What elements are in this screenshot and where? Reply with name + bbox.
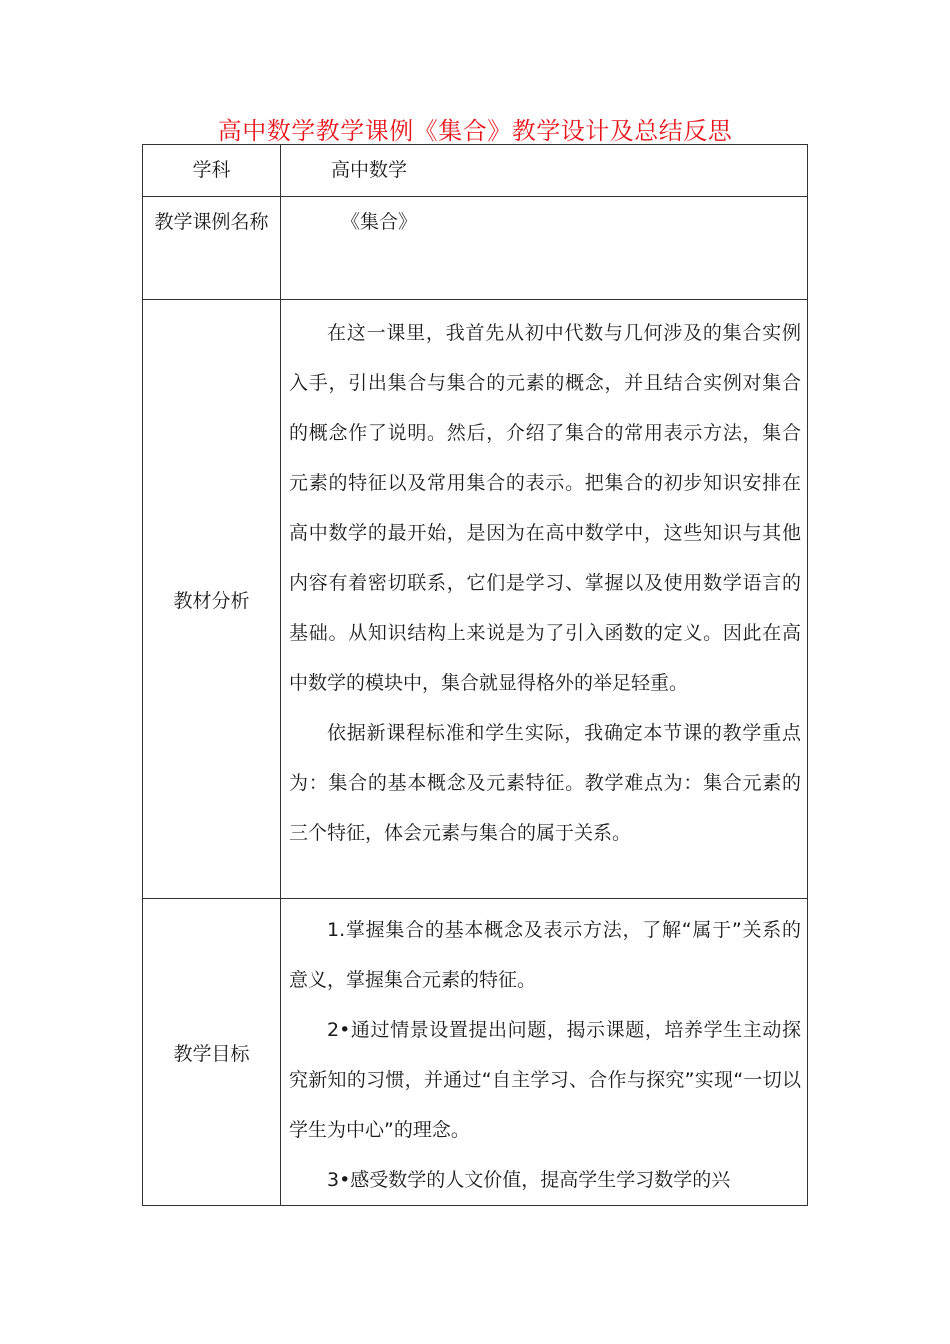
row-analysis — [143, 300, 808, 899]
row-subject — [143, 145, 808, 197]
analysis-label-cell — [143, 300, 281, 899]
lesson-name-label: 教学课例名称 — [154, 211, 269, 233]
analysis-label: 教材分析 — [173, 589, 250, 612]
goals-content-cell — [281, 899, 808, 1206]
document-title: 高中数学教学课例《集合》教学设计及总结反思 — [217, 117, 733, 145]
goals-label: 教学目标 — [173, 1042, 250, 1065]
lesson-name-label-cell — [143, 197, 281, 300]
analysis-paragraph: 在这一课里，我首先从初中代数与几何涉及的集合实例入手，引出集合与集合的元素的概念，并且结合实例对集合的概念作了说明。然后，介绍了集合的常用表示方法，集合元素的特征以及常用集合的表示。把集合的初步知识安排在高中数学的最开始，是因为在高中数学中，这些知识与其他内容有着密切联系，它们是学习、掌握以及使用数学语言的基础。从知识结构上来说是为了引入函数的定义。因此在高中数学的模块中，集合就显得格外的举足轻重。 — [289, 322, 801, 694]
goal-item: 2•通过情景设置提出问题，揭示课题，培养学生主动探究新知的习惯，并通过“自主学习、合作与探究”实现“一切以学生为中心”的理念。 — [289, 1019, 801, 1141]
subject-label-cell — [143, 145, 281, 197]
goals-label-cell — [143, 899, 281, 1206]
lesson-name-value-cell — [281, 197, 808, 300]
analysis-content-cell — [281, 300, 808, 899]
subject-label: 学科 — [192, 159, 231, 181]
goal-item: 3•感受数学的人文价值，提高学生学习数学的兴 — [327, 1169, 731, 1191]
subject-value-cell — [281, 145, 808, 197]
goal-item: 1.掌握集合的基本概念及表示方法，了解“属于”关系的意义，掌握集合元素的特征。 — [289, 919, 801, 991]
lesson-name-value: 《集合》 — [341, 211, 418, 233]
lesson-table — [142, 144, 808, 1206]
analysis-paragraph: 依据新课程标准和学生实际，我确定本节课的教学重点为：集合的基本概念及元素特征。教学难点为：集合元素的三个特征，体会元素与集合的属于关系。 — [289, 722, 801, 844]
row-lesson-name — [143, 197, 808, 300]
subject-value: 高中数学 — [331, 159, 408, 181]
row-goals — [143, 899, 808, 1206]
